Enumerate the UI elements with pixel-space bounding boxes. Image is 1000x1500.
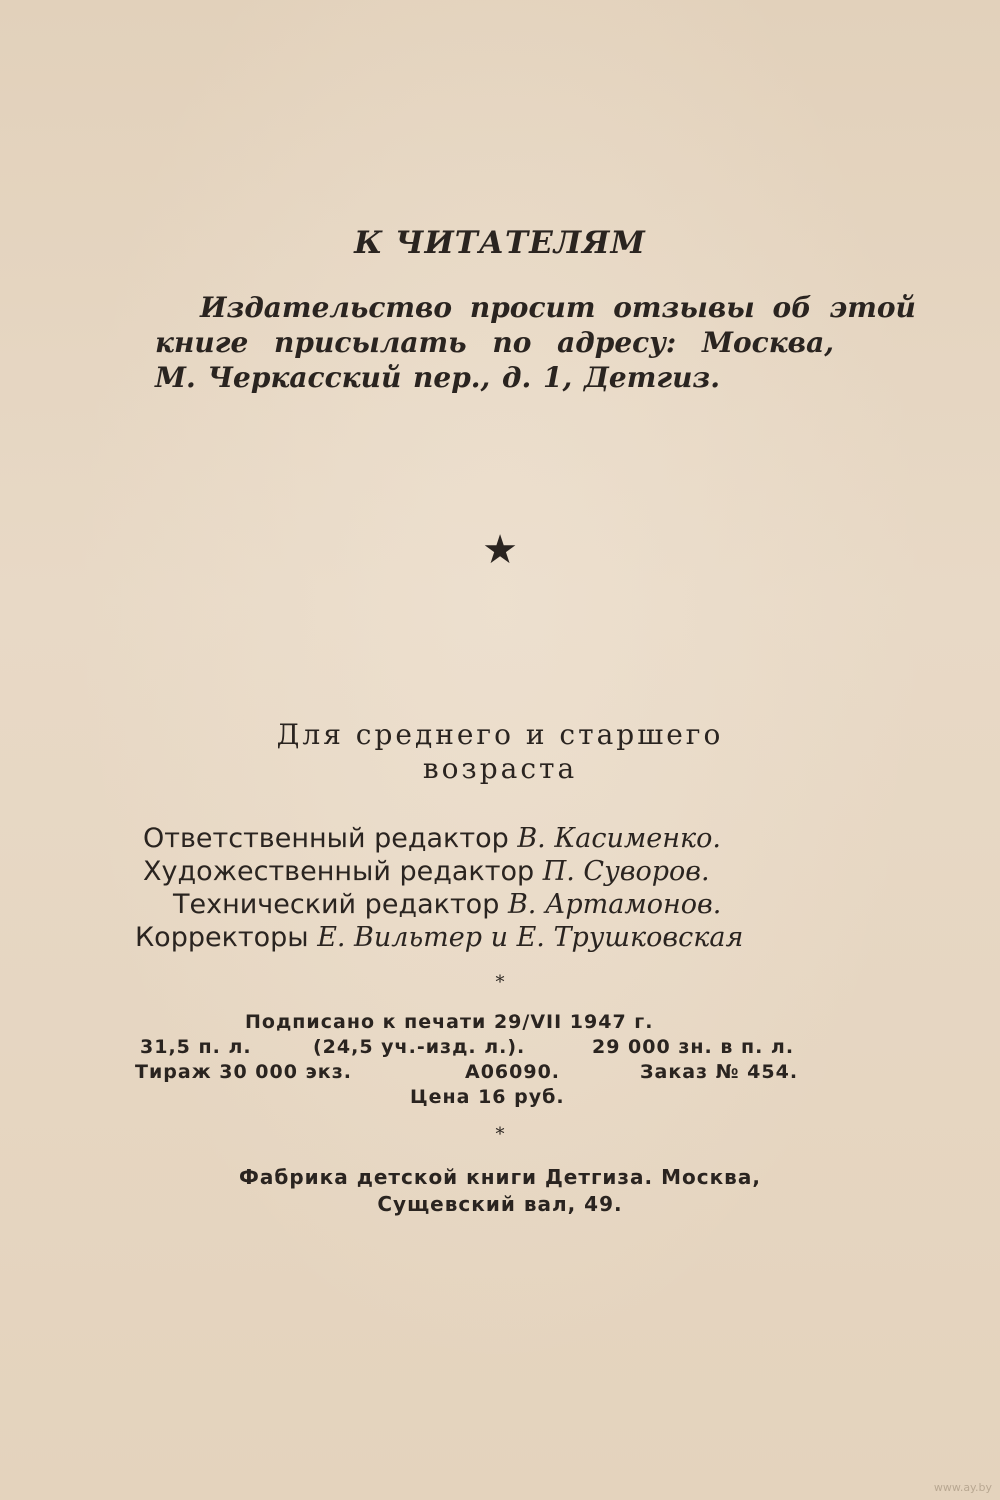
credit-line bbox=[135, 921, 835, 954]
credit-name: В. Артамонов. bbox=[507, 889, 722, 920]
feedback-address bbox=[155, 290, 916, 395]
credit-name: П. Суворов. bbox=[542, 856, 710, 887]
imprint-price: Цена 16 руб. bbox=[410, 1086, 565, 1108]
separator-asterisk: * bbox=[495, 972, 505, 993]
credit-role: Корректоры bbox=[135, 922, 309, 953]
credit-role: Технический редактор bbox=[173, 889, 500, 920]
imprint-row bbox=[135, 1035, 835, 1060]
factory-address bbox=[0, 1164, 1000, 1218]
audience-line: возраста bbox=[422, 752, 578, 785]
imprint-row bbox=[135, 1060, 835, 1085]
imprint-run: Тираж 30 000 экз. bbox=[135, 1061, 352, 1083]
address-line: книге присылать по адресу: Москва, bbox=[155, 326, 834, 359]
audience-line: Для среднего и старшего bbox=[276, 718, 724, 751]
separator-asterisk: * bbox=[495, 1124, 505, 1145]
imprint-sheets: 31,5 п. л. bbox=[140, 1036, 252, 1058]
imprint-code: А06090. bbox=[465, 1061, 561, 1083]
imprint-block bbox=[135, 1010, 835, 1110]
imprint-signed: Подписано к печати 29/VII 1947 г. bbox=[245, 1011, 654, 1033]
audience-note bbox=[0, 718, 1000, 786]
address-line: М. Черкасский пер., д. 1, Детгиз. bbox=[155, 361, 721, 394]
credits-list bbox=[135, 822, 835, 954]
credit-line bbox=[135, 855, 835, 888]
imprint-row bbox=[135, 1010, 835, 1035]
credit-name: В. Касименко. bbox=[517, 823, 721, 854]
imprint-signs: 29 000 зн. в п. л. bbox=[592, 1036, 795, 1058]
site-watermark: www.ay.by bbox=[933, 1481, 992, 1494]
credit-role: Ответственный редактор bbox=[143, 823, 509, 854]
credit-name: Е. Вильтер и Е. Трушковская bbox=[317, 922, 744, 953]
page-heading: К ЧИТАТЕЛЯМ bbox=[354, 225, 646, 261]
imprint-publisher-sheets: (24,5 уч.-изд. л.). bbox=[313, 1036, 526, 1058]
star-ornament: ★ bbox=[482, 527, 518, 573]
imprint-row bbox=[135, 1085, 835, 1110]
credit-role: Художественный редактор bbox=[143, 856, 535, 887]
credit-line bbox=[135, 822, 835, 855]
imprint-order: Заказ № 454. bbox=[640, 1061, 799, 1083]
address-line: Издательство просит отзывы об этой bbox=[200, 291, 916, 324]
factory-line: Фабрика детской книги Детгиза. Москва, bbox=[239, 1165, 761, 1189]
credit-line bbox=[135, 888, 835, 921]
factory-line: Сущевский вал, 49. bbox=[377, 1192, 623, 1216]
